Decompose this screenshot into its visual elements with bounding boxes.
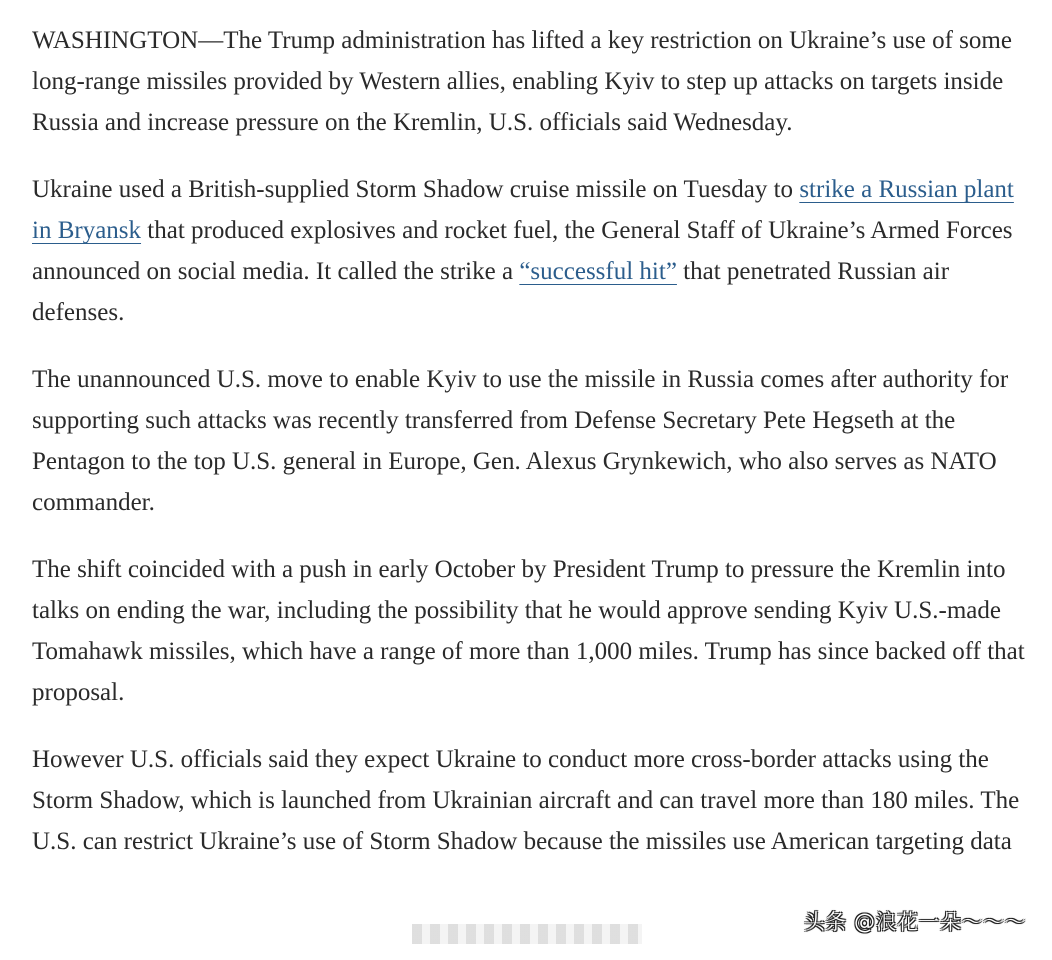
bryansk-plant-strike-link[interactable]: strike a Russian plant in Bryansk [32,176,1014,244]
article-body [32,20,1032,888]
article-paragraph-5 [32,739,1032,862]
paragraph-4-text: The shift coincided with a push in early October by President Trump to pressure the Kremlin into talks on ending the war, including the possibility that he would approve sending Kyiv U.S.-made Tomahawk missiles, which have a range of more than 1,000 miles. Trump has since backed off that proposal. [32,556,1025,706]
paragraph-2-text-end: that penetrated Russian air defenses. [32,258,950,326]
article-paragraph-1 [32,20,1032,143]
paragraph-2-text-middle: that produced explosives and rocket fuel, the General Staff of Ukraine’s Armed Forces announced on social media. It called the strike a [32,217,1013,285]
paragraph-3-text: The unannounced U.S. move to enable Kyiv to use the missile in Russia comes after authority for supporting such attacks was recently transferred from Defense Secretary Pete Hegseth at the Pentagon to the top U.S. general in Europe, Gen. Alexus Grynkewich, who also serves as NATO commander. [32,366,1009,516]
paragraph-2-text-start: Ukraine used a British-supplied Storm Shadow cruise missile on Tuesday to [32,176,800,203]
article-paragraph-4 [32,549,1032,713]
article-paragraph-3 [32,359,1032,523]
article-paragraph-2 [32,169,1032,333]
blurred-text-overlay [412,924,642,944]
paragraph-1-text: WASHINGTON—The Trump administration has lifted a key restriction on Ukraine’s use of some long-range missiles provided by Western allies, enabling Kyiv to step up attacks on targets inside Russia and increase pressure on the Kremlin, U.S. officials said Wednesday. [32,27,1012,136]
paragraph-5-text: However U.S. officials said they expect Ukraine to conduct more cross-border attacks using the Storm Shadow, which is launched from Ukrainian aircraft and can travel more than 180 miles. The U.S. can restrict Ukraine’s use of Storm Shadow because the missiles use American targeting data [32,746,1020,855]
source-watermark: 头条 @浪花一朵～～～ [803,910,1026,934]
successful-hit-link[interactable]: “successful hit” [519,258,677,285]
